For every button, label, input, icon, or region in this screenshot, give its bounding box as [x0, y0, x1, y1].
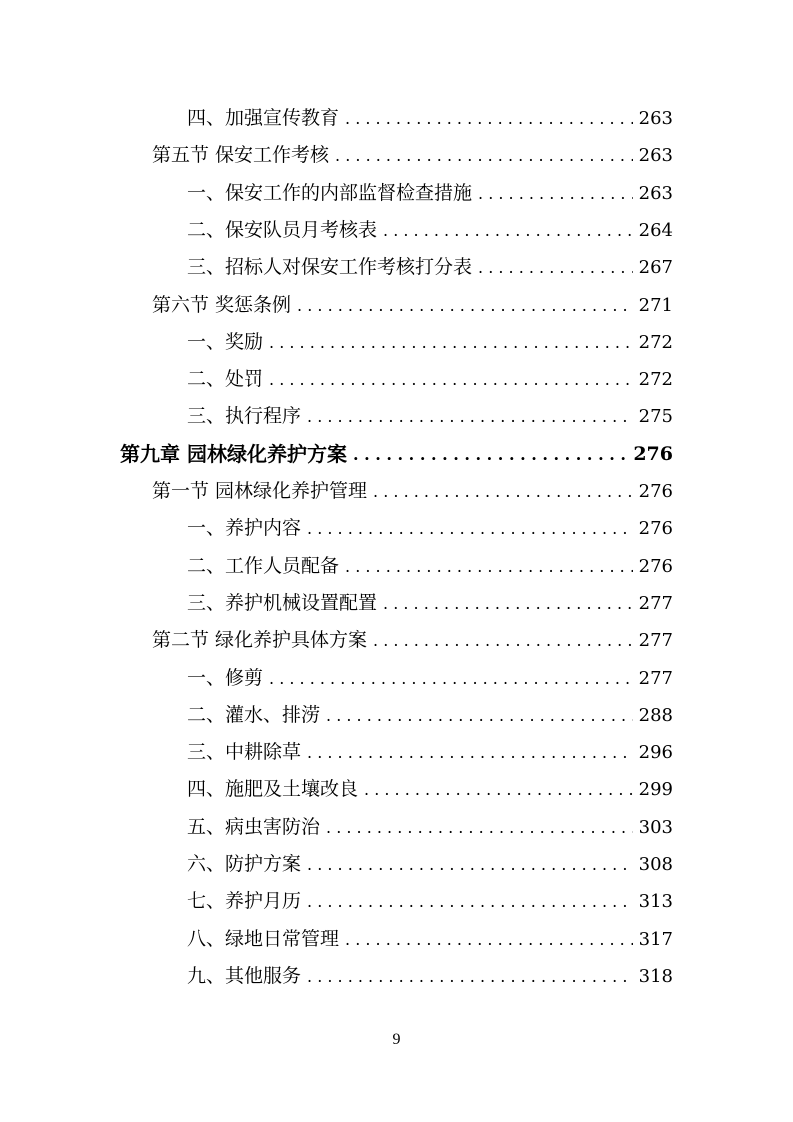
toc-entry-title: 第二节 绿化养护具体方案: [152, 629, 368, 652]
toc-entry-page: 313: [638, 891, 673, 913]
dot-leader: [307, 883, 633, 920]
toc-entry-title: 四、加强宣传教育: [187, 107, 340, 129]
toc-entry-title: 七、养护月历: [187, 890, 302, 913]
toc-entry-title: 三、中耕除草: [187, 741, 302, 764]
toc-section-entry[interactable]: [152, 473, 673, 510]
toc-entry-title: 九、其他服务: [187, 964, 302, 987]
toc-entry-page: 271: [638, 294, 673, 316]
dot-leader: [364, 771, 633, 808]
toc-entry-title: 二、灌水、排涝: [187, 703, 321, 726]
toc-section-entry[interactable]: [152, 137, 673, 174]
dot-leader: [345, 921, 633, 958]
toc-entry-page: 275: [638, 406, 673, 428]
toc-item-entry[interactable]: [187, 660, 673, 697]
toc-item-entry[interactable]: [187, 398, 673, 435]
toc-entry-title: 第九章 园林绿化养护方案: [120, 441, 347, 466]
toc-entry-title: 三、养护机械设置配置: [187, 591, 378, 614]
toc-entry-page: 317: [638, 928, 673, 950]
toc-item-entry[interactable]: [187, 175, 673, 212]
toc-entry-title: 第六节 奖惩条例: [152, 293, 292, 316]
toc-item-entry[interactable]: [187, 510, 673, 547]
dot-leader: [383, 585, 633, 622]
toc-chapter-entry[interactable]: [120, 436, 673, 473]
toc-entry-title: 八、绿地日常管理: [187, 927, 340, 950]
toc-entry-page: 263: [638, 145, 673, 167]
toc-entry-page: 276: [638, 518, 673, 540]
toc-item-entry[interactable]: [187, 212, 673, 249]
toc-entry-title: 四、施肥及土壤改良: [187, 778, 359, 801]
toc-section-entry[interactable]: [152, 622, 673, 659]
toc-entry-page: 267: [638, 257, 673, 279]
toc-entry-page: 308: [638, 854, 673, 875]
dot-leader: [269, 324, 633, 361]
toc-item-entry[interactable]: [187, 734, 673, 771]
toc-item-entry[interactable]: [187, 958, 673, 995]
toc-entry-title: 三、执行程序: [187, 405, 302, 428]
toc-item-entry[interactable]: [187, 361, 673, 398]
toc-item-entry[interactable]: [187, 249, 673, 286]
toc-entry-page: 277: [638, 630, 673, 652]
dot-leader: [307, 510, 633, 547]
toc-entry-title: 第一节 园林绿化养护管理: [152, 480, 368, 502]
toc-item-entry[interactable]: [187, 921, 673, 958]
toc-item-entry[interactable]: [187, 697, 673, 734]
dot-leader: [326, 697, 633, 734]
toc-section-entry[interactable]: [152, 287, 673, 324]
toc-entry-title: 一、奖励: [187, 330, 264, 353]
toc-entry-page: 272: [638, 331, 673, 353]
dot-leader: [307, 846, 633, 883]
dot-leader: [383, 212, 633, 249]
toc-item-entry[interactable]: [187, 585, 673, 622]
dot-leader: [345, 548, 633, 585]
toc-item-entry[interactable]: [187, 324, 673, 361]
toc-entry-title: 二、处罚: [187, 368, 264, 391]
toc-entry-page: 263: [638, 108, 673, 129]
toc-item-entry[interactable]: [187, 809, 673, 846]
toc-entry-page: 277: [638, 667, 673, 689]
toc-entry-title: 六、防护方案: [187, 853, 302, 875]
dot-leader: [326, 809, 633, 846]
toc-entry-page: 276: [633, 442, 673, 465]
toc-item-entry[interactable]: [187, 771, 673, 808]
toc-entry-title: 一、修剪: [187, 666, 264, 689]
toc-entry-title: 一、养护内容: [187, 517, 302, 540]
toc-entry-page: 264: [638, 219, 673, 241]
dot-leader: [335, 137, 633, 174]
toc-entry-page: 299: [638, 779, 673, 801]
dot-leader: [307, 398, 633, 435]
toc-entry-title: 一、保安工作的内部监督检查措施: [187, 181, 473, 204]
toc-entry-page: 277: [638, 592, 673, 614]
dot-leader: [478, 249, 633, 286]
dot-leader: [373, 473, 633, 510]
toc-item-entry[interactable]: [187, 883, 673, 920]
dot-leader: [269, 660, 633, 697]
dot-leader: [307, 734, 633, 771]
toc-entry-title: 二、工作人员配备: [187, 554, 340, 577]
toc-entry-title: 第五节 保安工作考核: [152, 144, 330, 167]
toc-item-entry[interactable]: [187, 100, 673, 137]
toc-entry-page: 272: [638, 369, 673, 391]
toc-entry-page: 303: [638, 816, 673, 838]
toc-entry-page: 276: [638, 555, 673, 577]
dot-leader: [353, 435, 627, 473]
toc-entry-title: 五、病虫害防治: [187, 815, 321, 838]
dot-leader: [345, 100, 633, 137]
toc-entry-page: 288: [638, 704, 673, 726]
dot-leader: [297, 287, 633, 324]
page-number: 9: [392, 1031, 401, 1048]
toc-entry-page: 263: [638, 182, 673, 204]
toc-entry-title: 三、招标人对保安工作考核打分表: [187, 256, 473, 279]
toc-entry-page: 296: [638, 742, 673, 764]
toc-entry-title: 二、保安队员月考核表: [187, 218, 378, 241]
dot-leader: [373, 622, 633, 659]
dot-leader: [478, 175, 633, 212]
toc-entry-page: 318: [638, 965, 673, 987]
dot-leader: [269, 361, 633, 398]
toc-item-entry[interactable]: [187, 548, 673, 585]
toc-item-entry[interactable]: [187, 846, 673, 883]
toc-entry-page: 276: [638, 481, 673, 502]
dot-leader: [307, 958, 633, 995]
